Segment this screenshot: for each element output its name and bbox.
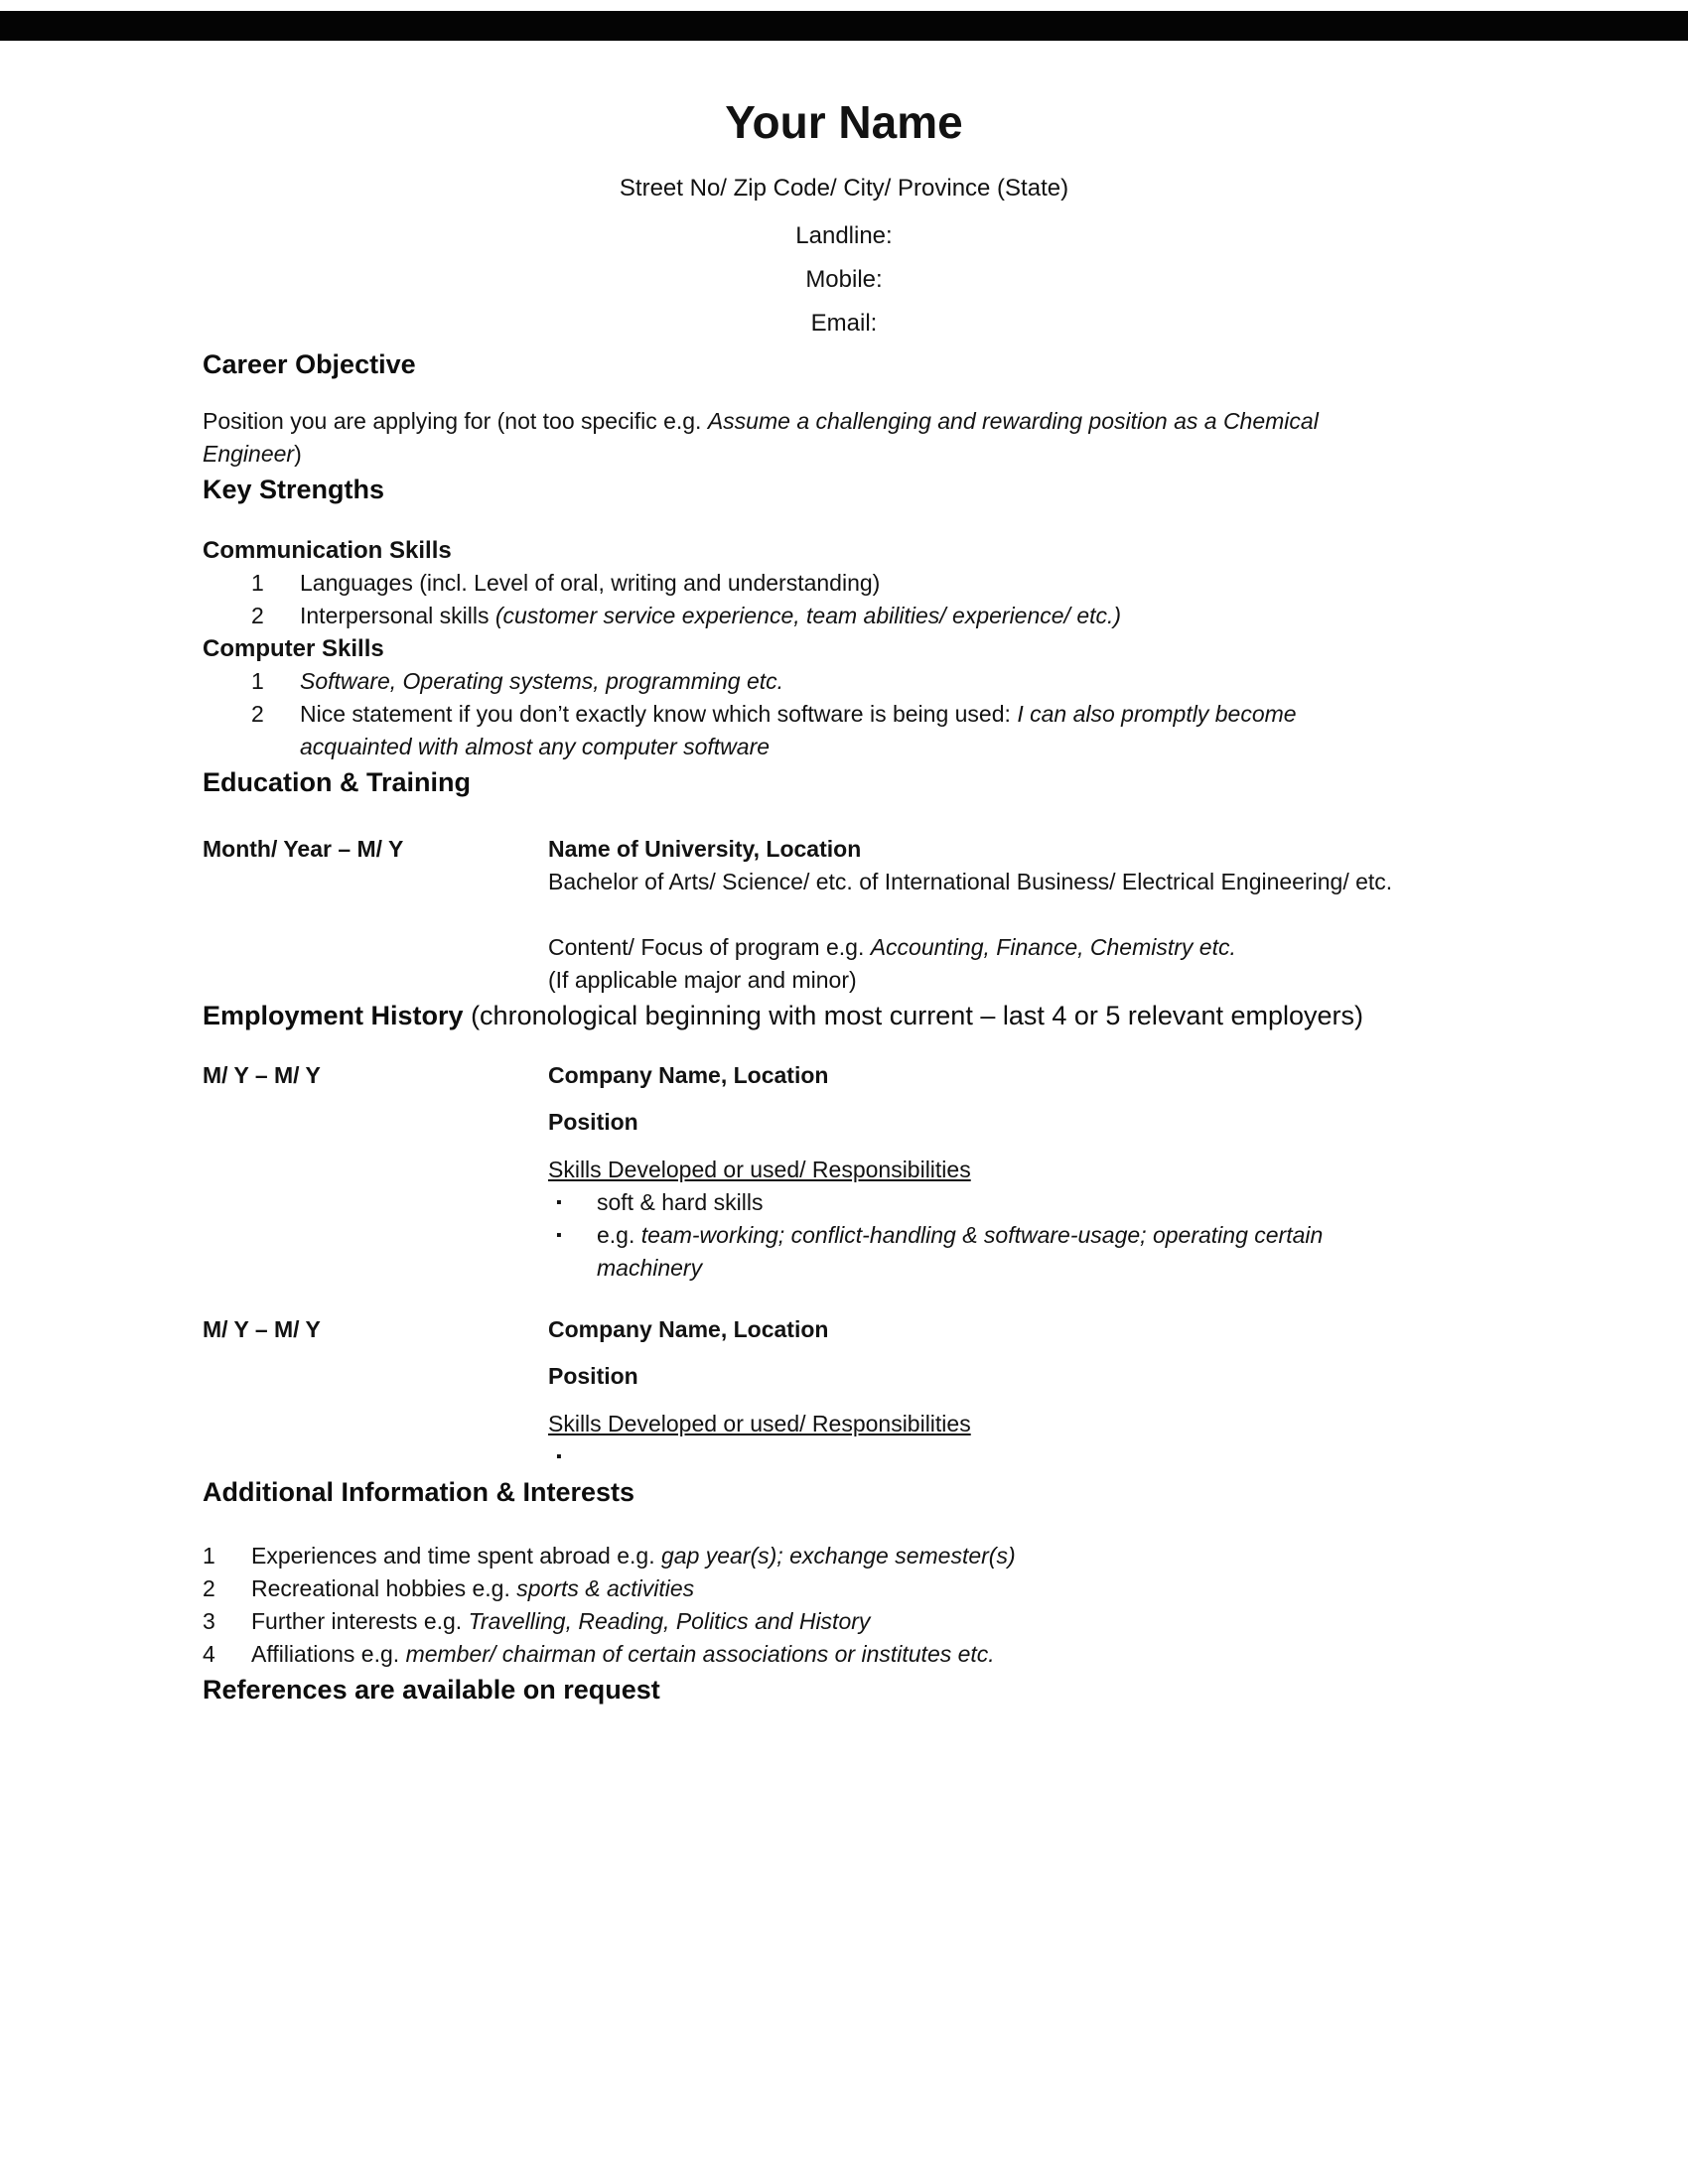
section-heading-employment <box>203 997 1404 1034</box>
education-degree: Bachelor of Arts/ Science/ etc. of International Business/ Electrical Engineering/ etc. <box>548 869 1393 894</box>
employment-heading-bold: Employment History <box>203 1001 464 1030</box>
resume-content <box>203 345 1404 1708</box>
section-heading-references: References are available on request <box>203 1675 660 1705</box>
list-text-plain: Languages (incl. Level of oral, writing and understanding) <box>300 570 881 596</box>
list-text <box>300 698 1404 763</box>
list-number: 3 <box>203 1608 215 1634</box>
list-item <box>203 1572 1404 1605</box>
job-company: Company Name, Location <box>548 1316 829 1342</box>
list-item <box>203 1540 1404 1572</box>
employment-heading-normal: (chronological beginning with most current – last 4 or 5 relevant employers) <box>463 1001 1364 1030</box>
list-number: 1 <box>203 1543 215 1569</box>
job-bullet <box>548 1186 1404 1219</box>
job-bullet <box>548 1219 1404 1285</box>
objective-text-plain: Position you are applying for (not too specific e.g. <box>203 408 708 434</box>
landline-line: Landline: <box>795 222 893 249</box>
list-text <box>300 567 1404 600</box>
section-heading-additional-info: Additional Information & Interests <box>203 1477 635 1507</box>
job-skills-heading: Skills Developed or used/ Responsibilities <box>548 1157 971 1182</box>
list-number: 1 <box>251 570 264 596</box>
list-text <box>251 1572 1404 1605</box>
list-text-plain: Nice statement if you don’t exactly know which software is being used: <box>300 701 1018 727</box>
list-text <box>251 1638 1404 1671</box>
top-border-bar <box>0 11 1688 41</box>
employment-section <box>203 997 1404 1473</box>
subheading-computer-skills: Computer Skills <box>203 635 384 662</box>
list-number: 2 <box>251 603 264 628</box>
key-strengths-section <box>203 471 1404 763</box>
section-heading-key-strengths: Key Strengths <box>203 475 385 504</box>
list-item <box>203 698 1404 763</box>
job-details <box>548 1059 1404 1285</box>
education-content <box>548 931 1404 964</box>
objective-text-close: ) <box>294 441 302 467</box>
page-title: Your Name <box>725 96 963 148</box>
list-text <box>300 600 1404 632</box>
job-dates: M/ Y – M/ Y <box>203 1316 321 1342</box>
career-objective-text <box>203 405 1404 471</box>
job-dates: M/ Y – M/ Y <box>203 1062 321 1088</box>
bullet-text-plain: soft & hard skills <box>597 1189 764 1215</box>
list-number: 2 <box>203 1575 215 1601</box>
subheading-communication-skills: Communication Skills <box>203 537 452 564</box>
bullet-icon: ▪ <box>556 1448 562 1465</box>
list-item <box>203 1605 1404 1638</box>
job-bullet <box>548 1440 1404 1473</box>
job-position: Position <box>548 1363 638 1389</box>
list-text-italic: (customer service experience, team abilities/ experience/ etc.) <box>494 603 1122 628</box>
education-section <box>203 763 1404 997</box>
education-note: (If applicable major and minor) <box>548 967 857 993</box>
list-item <box>203 600 1404 632</box>
bullet-text-plain: e.g. <box>597 1222 641 1248</box>
section-heading-career-objective: Career Objective <box>203 349 416 379</box>
bullet-text-italic: team-working; conflict-handling & software-usage; operating certain machinery <box>597 1222 1324 1281</box>
job-details <box>548 1313 1404 1473</box>
resume-header <box>0 0 1688 345</box>
address-line: Street No/ Zip Code/ City/ Province (State) <box>619 175 1069 202</box>
job-entry <box>203 1313 1404 1473</box>
list-text-italic: member/ chairman of certain associations or institutes etc. <box>405 1641 995 1667</box>
job-skills-heading: Skills Developed or used/ Responsibilities <box>548 1411 971 1436</box>
bullet-text <box>597 1219 1404 1285</box>
list-item <box>203 1638 1404 1671</box>
references-section <box>203 1671 1404 1708</box>
additional-info-list <box>203 1540 1404 1671</box>
list-text-italic: I can also promptly become acquainted with almost any computer software <box>300 701 1297 759</box>
list-number: 2 <box>251 701 264 727</box>
list-text-plain: Recreational hobbies e.g. <box>251 1575 517 1601</box>
education-school: Name of University, Location <box>548 836 862 862</box>
list-text <box>251 1540 1404 1572</box>
list-text-plain: Experiences and time spent abroad e.g. <box>251 1543 661 1569</box>
mobile-line: Mobile: <box>805 266 883 293</box>
list-text-italic: Software, Operating systems, programming etc. <box>300 668 784 694</box>
computer-skills-list <box>203 665 1404 763</box>
education-content-italic: Accounting, Finance, Chemistry etc. <box>870 934 1236 960</box>
list-item <box>203 665 1404 698</box>
bullet-text <box>597 1440 1404 1473</box>
education-content-plain: Content/ Focus of program e.g. <box>548 934 871 960</box>
bullet-icon: ▪ <box>556 1194 562 1211</box>
email-line: Email: <box>810 310 878 337</box>
list-text-italic: gap year(s); exchange semester(s) <box>660 1543 1016 1569</box>
communication-skills-list <box>203 567 1404 632</box>
education-dates: Month/ Year – M/ Y <box>203 836 404 862</box>
list-text-italic: sports & activities <box>516 1575 695 1601</box>
career-objective-section <box>203 345 1404 471</box>
job-company: Company Name, Location <box>548 1062 829 1088</box>
bullet-text <box>597 1186 1404 1219</box>
objective-text-italic: Assume a challenging and rewarding position as a Chemical Engineer <box>203 408 1319 467</box>
education-details <box>548 833 1404 997</box>
list-text <box>300 665 1404 698</box>
bullet-icon: ▪ <box>556 1227 562 1244</box>
job-position: Position <box>548 1109 638 1135</box>
job-entry <box>203 1059 1404 1285</box>
list-text-plain: Further interests e.g. <box>251 1608 469 1634</box>
list-number: 1 <box>251 668 264 694</box>
section-heading-education: Education & Training <box>203 767 472 797</box>
education-entry <box>203 833 1404 997</box>
list-text-italic: Travelling, Reading, Politics and History <box>468 1608 871 1634</box>
additional-info-section <box>203 1473 1404 1671</box>
list-text-plain: Interpersonal skills <box>300 603 495 628</box>
list-text <box>251 1605 1404 1638</box>
list-number: 4 <box>203 1641 215 1667</box>
list-text-plain: Affiliations e.g. <box>251 1641 406 1667</box>
list-item <box>203 567 1404 600</box>
